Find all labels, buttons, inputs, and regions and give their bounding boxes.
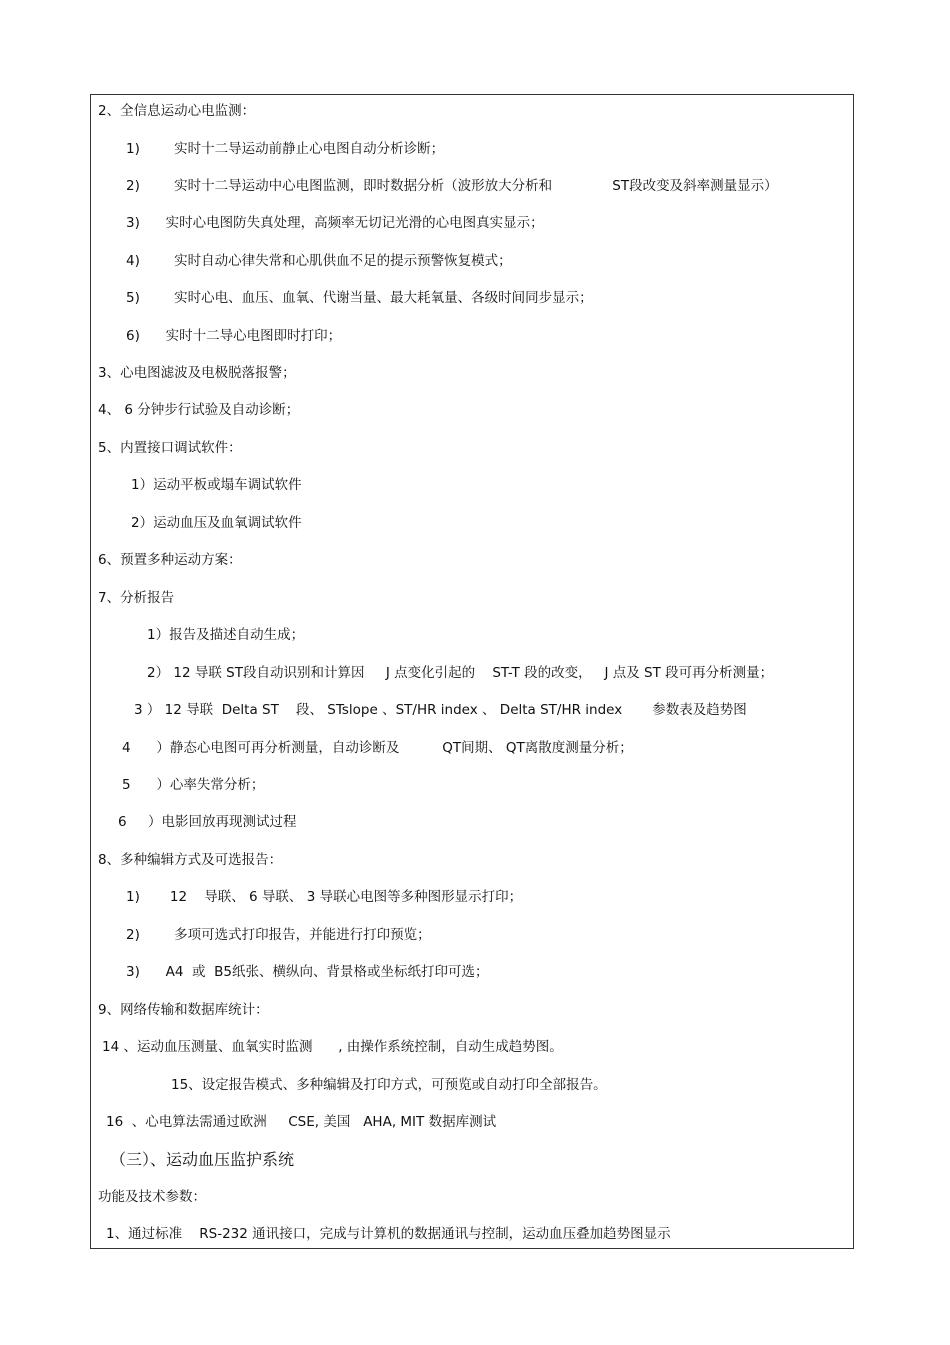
list-item: 1) 实时十二导运动前静止心电图自动分析诊断； xyxy=(126,141,445,157)
list-item: 3) A4 或 B5纸张、横纵向、背景格或坐标纸打印可选； xyxy=(126,964,489,980)
list-item: 1）运动平板或塌车调试软件 xyxy=(131,477,302,493)
list-item: 4 ）静态心电图可再分析测量，自动诊断及 QT间期、 QT离散度测量分析； xyxy=(122,740,633,756)
section-16-text: 16 、心电算法需通过欧洲 CSE, 美国 AHA, MIT 数据库测试 xyxy=(106,1114,497,1130)
list-item: 1) 12 导联、 6 导联、 3 导联心电图等多种图形显示打印； xyxy=(126,889,523,905)
list-item: 3 ） 12 导联 Delta ST 段、 STslope 、ST/HR index 、 Delta ST/HR index 参数表及趋势图 xyxy=(134,702,747,718)
list-item: 2） 12 导联 ST段自动识别和计算因 J 点变化引起的 ST-T 段的改变， J 点及 ST 段可再分析测量； xyxy=(147,665,774,681)
list-item: 6) 实时十二导心电图即时打印； xyxy=(126,328,342,344)
list-item: 2) 实时十二导运动中心电图监测，即时数据分析（波形放大分析和 ST段改变及斜率测量显示） xyxy=(126,178,778,194)
list-item: 1）报告及描述自动生成； xyxy=(147,627,305,643)
list-item: 3) 实时心电图防失真处理，高频率无切记光滑的心电图真实显示； xyxy=(126,215,544,231)
section-8-heading: 8、多种编辑方式及可选报告： xyxy=(98,852,283,868)
section-3-heading: 3、心电图滤波及电极脱落报警； xyxy=(98,365,296,381)
section-7-heading: 7、分析报告 xyxy=(98,590,175,606)
section-2-heading: 2、全信息运动心电监测： xyxy=(98,103,256,119)
section-9-heading: 9、网络传输和数据库统计： xyxy=(98,1002,269,1018)
list-item: 2）运动血压及血氧调试软件 xyxy=(131,515,302,531)
params-heading: 功能及技术参数： xyxy=(98,1189,206,1205)
list-item: 4) 实时自动心律失常和心肌供血不足的提示预警恢复模式； xyxy=(126,253,512,269)
section-4-heading: 4、 6 分钟步行试验及自动诊断； xyxy=(98,402,300,418)
list-item: 2) 多项可选式打印报告，并能进行打印预览； xyxy=(126,927,431,943)
section-14-text: 14 、运动血压测量、血氧实时监测 , 由操作系统控制，自动生成趋势图。 xyxy=(102,1039,563,1055)
list-item: 6 ）电影回放再现测试过程 xyxy=(118,814,297,830)
section-6-heading: 6、预置多种运动方案： xyxy=(98,552,242,568)
section-15-text: 15、设定报告模式、多种编辑及打印方式，可预览或自动打印全部报告。 xyxy=(171,1077,607,1093)
subsection-title: （三）、运动血压监护系统 xyxy=(110,1150,295,1169)
list-item: 5) 实时心电、血压、血氧、代谢当量、最大耗氧量、各级时间同步显示； xyxy=(126,290,593,306)
section-5-heading: 5、内置接口调试软件： xyxy=(98,440,242,456)
list-item: 5 ）心率失常分析； xyxy=(122,777,265,793)
list-item: 1、通过标准 RS-232 通讯接口，完成与计算机的数据通讯与控制，运动血压叠加趋势图显示 xyxy=(106,1226,671,1242)
